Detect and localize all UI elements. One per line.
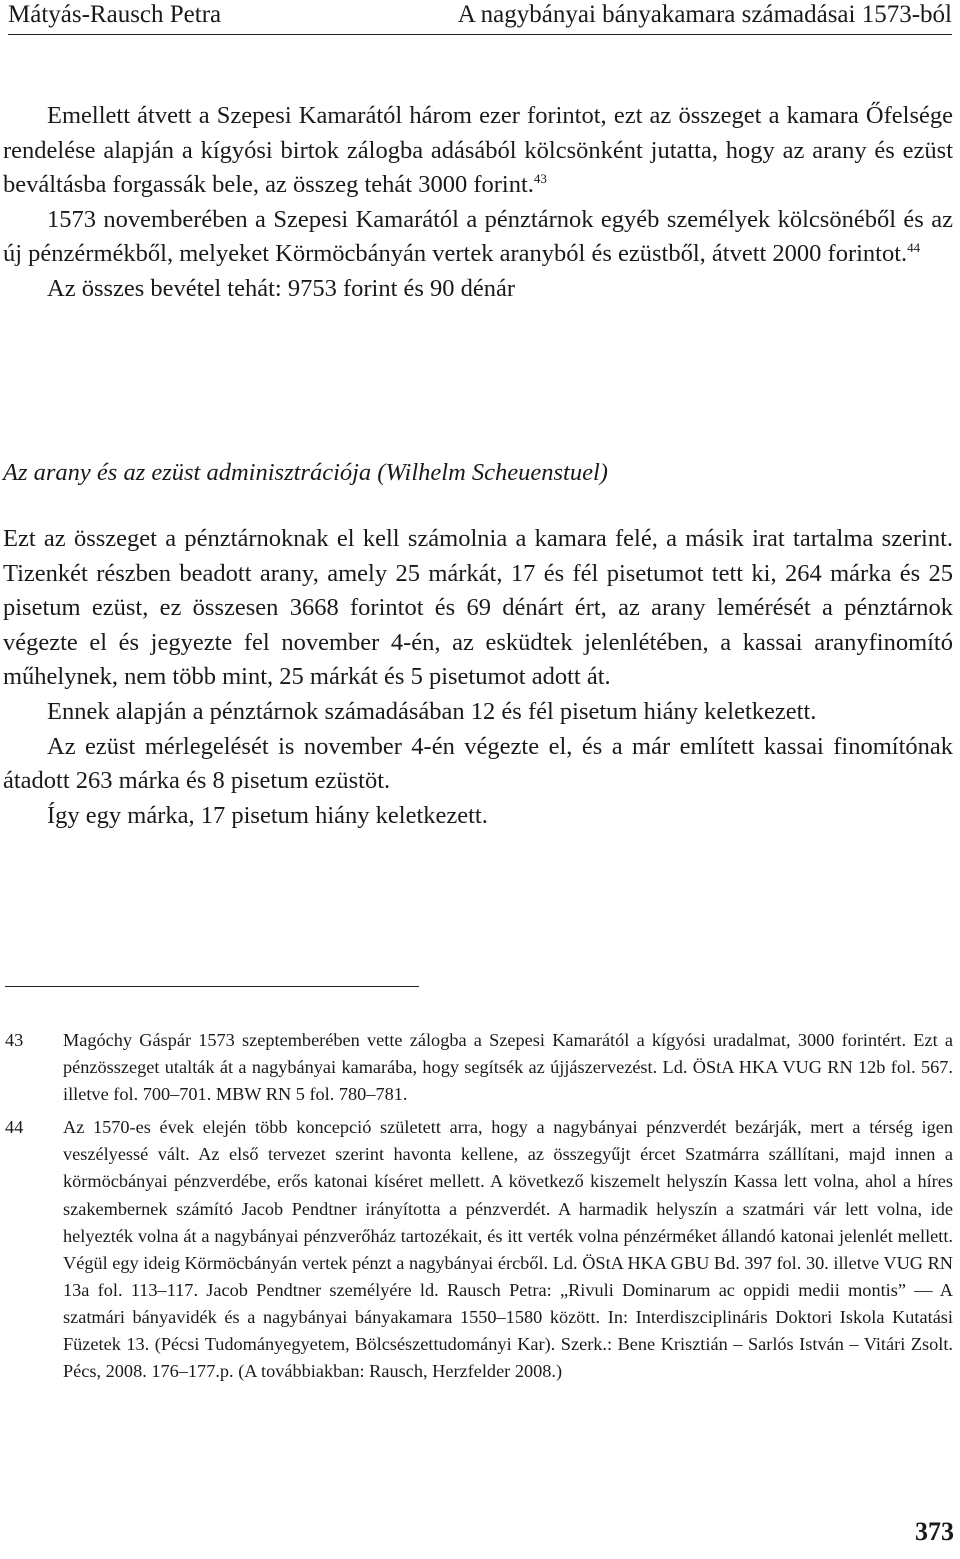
- paragraph-kigyos-loan: [3, 99, 953, 203]
- footnote-ref-44[interactable]: 44: [907, 240, 921, 256]
- footnote-text: Az 1570-es évek elején több koncepció született arra, hogy a nagybányai pénzverdét bezárják, mert a térség igen veszélyessé vált. Az első tervezet szerint havonta kellene, az összegyűjt ércet Szatmárra szállítani, majd innen a körmöcbányai pénzverdébe, erős katonai kíséret mellett. A következő kiszemelt helyszín Kassa lett volna, ahol a híres szakembernek számító Jacob Pendtner irányította a pénzverdét. A harmadik helyszín a szatmári vár lett volna, ide helyezték volna át a nagybányai pénzverőház tartozékait, és itt verték volna pénzérméket állandó katonai jelenlét mellett. Végül egy ideig Körmöcbányán vertek pénzt a nagybányai ércből. Ld. ÖStA HKA GBU Bd. 397 fol. 30. illetve VUG RN 13a fol. 113–117. Jacob Pendtner személyére ld. Rausch Petra: „Rivuli Dominarum ac oppidi medii montis” — A szatmári bányavidék és a nagybányai bányakamara 1550–1580 között. In: Interdiszciplináris Doktori Iskola Kutatási Füzetek 13. (Pécsi Tudományegyetem, Bölcsészettudományi Kar). Szerk.: Bene Krisztián – Sarlós István – Vitári Zsolt. Pécs, 2008. 176–177.p. (A továbbiakban: Rausch, Herzfelder 2008.): [63, 1117, 953, 1382]
- footnote-number: 44: [5, 1117, 24, 1138]
- income-section: [3, 99, 953, 307]
- paragraph-november-loan: [3, 203, 953, 272]
- footnote-43: [5, 1027, 953, 1108]
- paragraph-text: 1573 novemberében a Szepesi Kamarától a pénztárnok egyéb személyek kölcsönéből és az új pénzérmékből, melyeket Körmöcbányán vertek aranyból és ezüstből, átvett 2000 forintot.: [3, 205, 953, 268]
- footnotes: [5, 1027, 953, 1391]
- running-header: [8, 0, 952, 35]
- section-heading: Az arany és az ezüst adminisztrációja (Wilhelm Scheuenstuel): [3, 459, 608, 486]
- header-title: A nagybányai bányakamara számadásai 1573-ból: [457, 1, 952, 28]
- footnote-ref-43[interactable]: 43: [533, 171, 547, 187]
- header-author: Mátyás-Rausch Petra: [8, 1, 222, 28]
- paragraph-gold-deficit: Ennek alapján a pénztárnok számadásában 12 és fél pisetum hiány keletkezett.: [47, 697, 817, 725]
- paragraph-silver-deficit: Így egy márka, 17 pisetum hiány keletkezett.: [47, 801, 488, 829]
- paragraph-gold-administration: Ezt az összeget a pénztárnoknak el kell számolnia a kamara felé, a másik irat tartalma szerint. Tizenkét részben beadott arany, amely 25 márkát, 17 és fél pisetumot tett ki, 264 márka és 25 pisetum ezüst, ez összesen 3668 forintot és 69 dénárt ért, az arany lemérését a pénztárnok végezte el és jegyezte fel november 4-én, az esküdtek jelenlétében, a kassai aranyfinomító műhelynek, nem több mint, 25 márkát és 5 pisetumot adott át.: [3, 525, 953, 691]
- paragraph-text: Emellett átvett a Szepesi Kamarától három ezer forintot, ezt az összeget a kamara Őfelsége rendelése alapján a kígyósi birtok zálogba adásából kölcsönként jutatta, hogy az arany és ezüst beváltásba forgassák bele, az összeg tehát 3000 forint.: [3, 102, 953, 199]
- paragraph-total-income: Az összes bevétel tehát: 9753 forint és 90 dénár: [47, 274, 516, 302]
- footnote-number: 43: [5, 1030, 24, 1050]
- paragraph-silver-weighing: Az ezüst mérlegelését is november 4-én végezte el, és a már említett kassai finomítónak átadott 263 márka és 8 pisetum ezüstöt.: [3, 732, 953, 795]
- footnote-separator: [5, 986, 419, 987]
- page-number: 373: [915, 1517, 954, 1546]
- footnote-44: [5, 1114, 953, 1385]
- footnote-text: Magóchy Gáspár 1573 szeptemberében vette zálogba a Szepesi Kamarától a kígyósi uradalmat, 3000 forintért. Ezt a pénzösszeget utalták át a nagybányai kamarába, hogy segítsék az újjászervezést. Ld. ÖStA HKA VUG RN 12b fol. 567. illetve fol. 700–701. MBW RN 5 fol. 780–781.: [63, 1030, 953, 1105]
- administration-section: [3, 522, 953, 833]
